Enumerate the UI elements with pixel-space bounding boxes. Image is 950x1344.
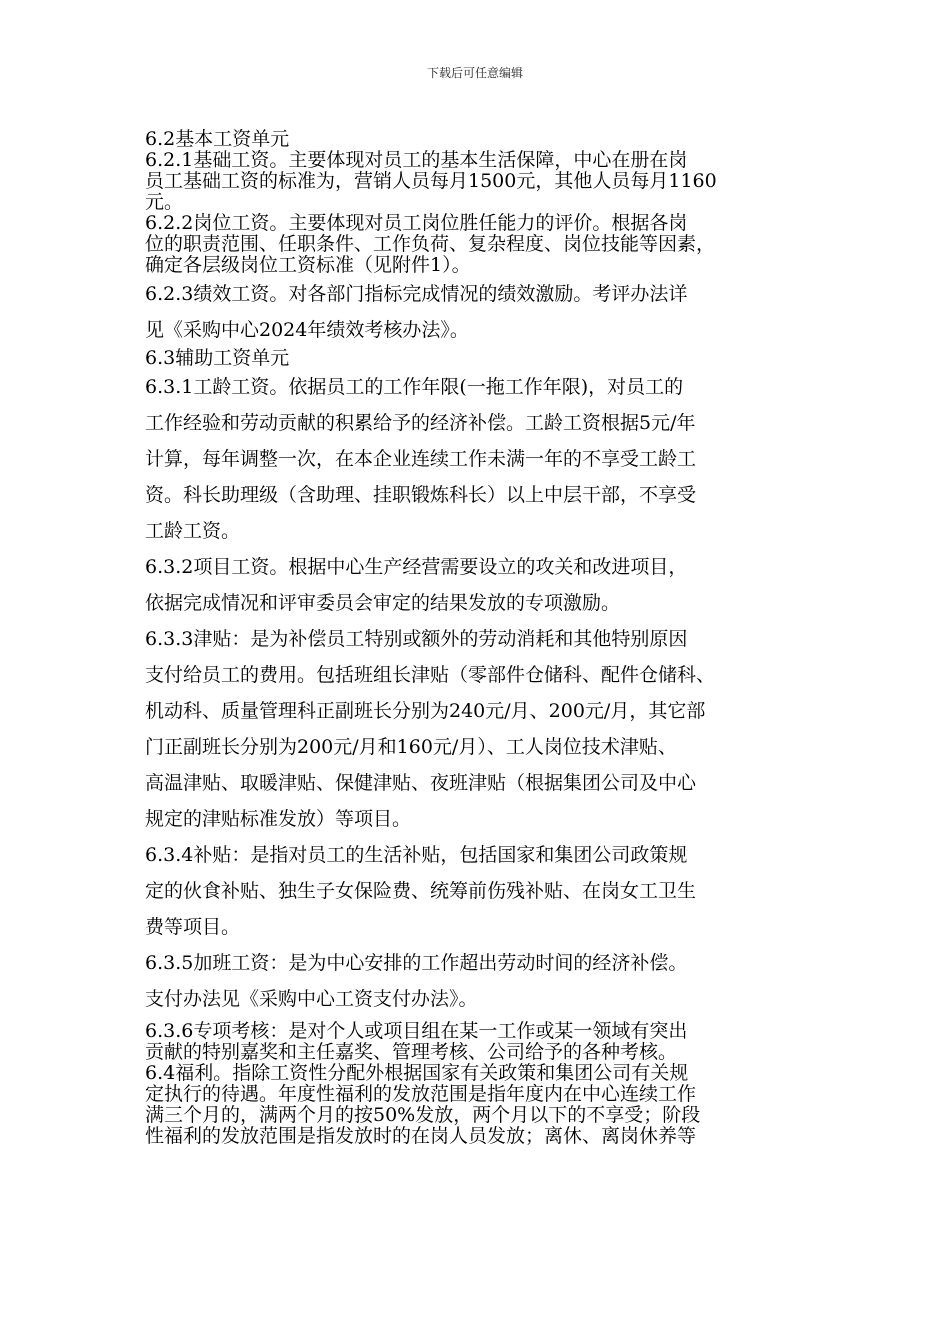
paragraph-6-3-1: 6.3.1工龄工资。依据员工的工作年限(一拖工作年限)，对员工的 工作经验和劳动贡献的积累给予的经济补偿。工龄工资根据5元/年 计算，每年调整一次，在本企业连续工作未满一年的不享受工龄工 资。科长助理级（含助理、挂职锻炼科长）以上中层干部，不享受 工龄工资。 (145, 376, 697, 542)
paragraph-6-2-1: 6.2.1基础工资。主要体现对员工的基本生活保障，中心在册在岗 员工基础工资的标准为，营销人员每月1500元，其他人员每月1160 元。 (145, 149, 717, 213)
section-heading-6-2: 6.2基本工资单元 (145, 128, 290, 150)
paragraph-6-3-5: 6.3.5加班工资：是为中心安排的工作超出劳动时间的经济补偿。 支付办法见《采购中心工资支付办法》。 (145, 952, 688, 1010)
paragraph-6-2-2: 6.2.2岗位工资。主要体现对员工岗位胜任能力的评价。根据各岗 位的职责范围、任职条件、工作负荷、复杂程度、岗位技能等因素， 确定各层级岗位工资标准（见附件1）。 (145, 212, 716, 276)
section-heading-6-3: 6.3辅助工资单元 (145, 347, 290, 369)
paragraph-6-3-6: 6.3.6专项考核：是对个人或项目组在某一工作或某一领域有突出 贡献的特别嘉奖和主任嘉奖、管理考核、公司给予的各种考核。 (145, 1020, 688, 1063)
paragraph-6-2-3: 6.2.3绩效工资。对各部门指标完成情况的绩效激励。考评办法详 见《采购中心2024年绩效考核办法》。 (145, 283, 688, 341)
paragraph-6-3-2: 6.3.2项目工资。根据中心生产经营需要设立的攻关和改进项目， 依据完成情况和评审委员会审定的结果发放的专项激励。 (145, 556, 688, 614)
paragraph-6-3-4: 6.3.4补贴：是指对员工的生活补贴，包括国家和集团公司政策规 定的伙食补贴、独生子女保险费、统筹前伤残补贴、在岗女工卫生 费等项目。 (145, 844, 697, 938)
paragraph-6-3-3: 6.3.3津贴：是为补偿员工特别或额外的劳动消耗和其他特别原因 支付给员工的费用。包括班组长津贴（零部件仓储科、配件仓储科、 机动科、质量管理科正副班长分别为240元/月、200元/月，其它部 门正副班长分别为200元/月和160元/月）、工人岗位技术津贴、 高温津贴、取暖津贴、保健津贴、夜班津贴（根据集团公司及中心 规定的津贴标准发放）等项目。 (145, 628, 716, 830)
paragraph-6-4: 6.4福利。指除工资性分配外根据国家有关政策和集团公司有关规 定执行的待遇。年度性福利的发放范围是指年度内在中心连续工作 满三个月的，满两个月的按50%发放，两个月以下的不享受；阶段 性福利的发放范围是指发放时的在岗人员发放；离休、离岗休养等 (145, 1062, 701, 1147)
page-header: 下载后可任意编辑 (426, 66, 523, 80)
document-body (145, 129, 825, 1147)
